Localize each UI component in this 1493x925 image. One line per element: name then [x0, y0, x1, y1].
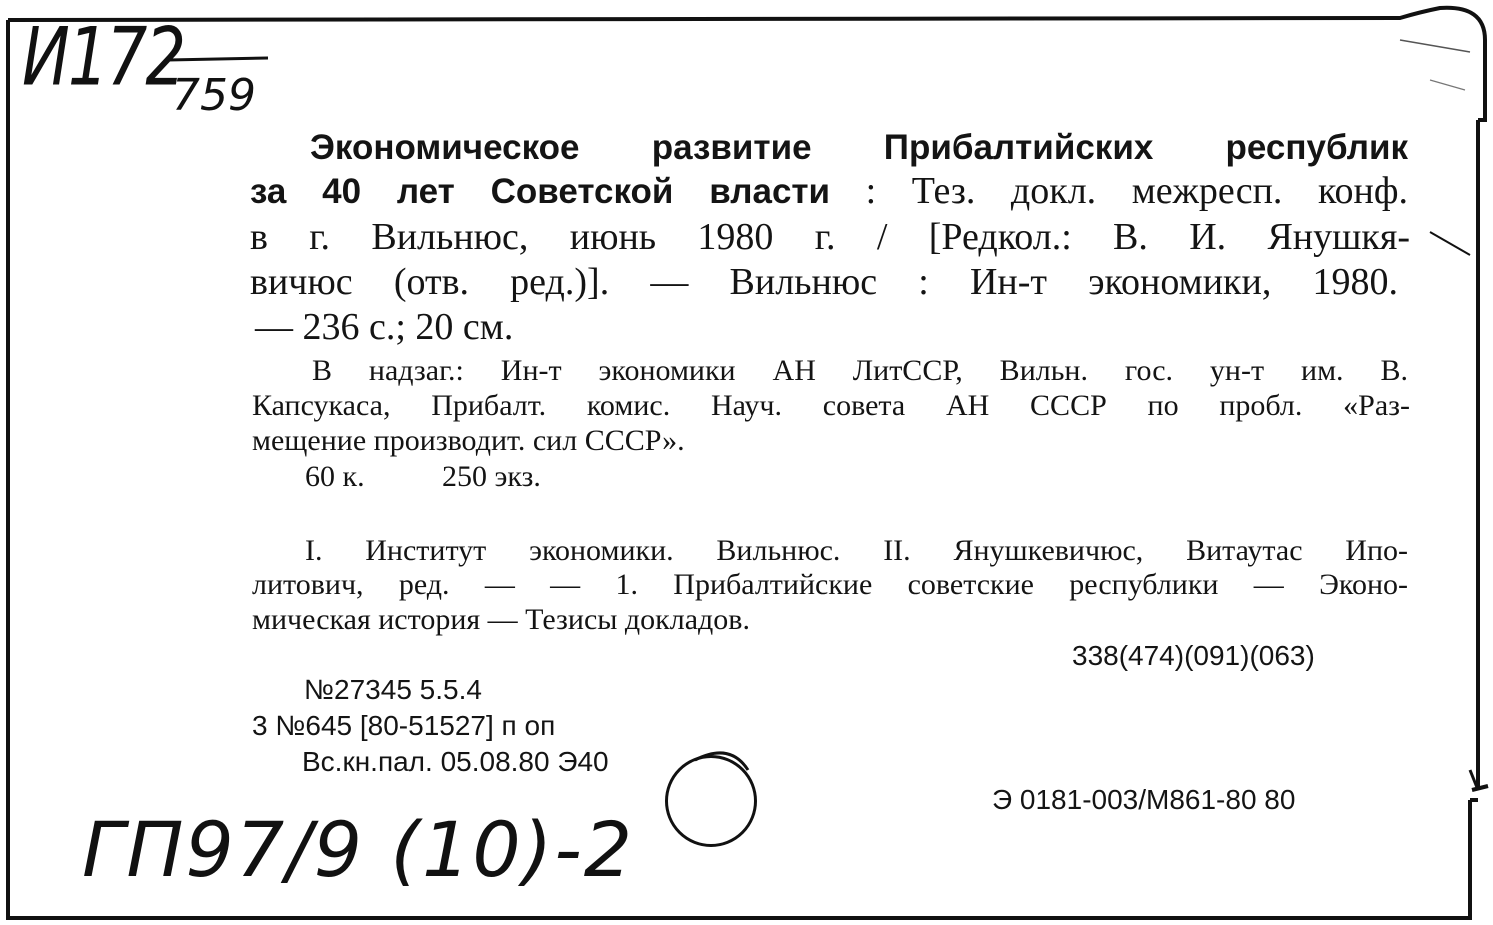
title-word-2: развитие: [651, 128, 812, 167]
title-line-2: [250, 172, 1408, 210]
catalog-code: Э 0181-003/М861-80 80: [992, 784, 1296, 815]
title-line-3: в г. Вильнюс, июнь 1980 г. / [Редкол.: В. И. Янушкя-: [250, 216, 1410, 258]
print-line: Вс.кн.пал. 05.08.80 Э40: [302, 746, 609, 777]
title-word-3: Прибалтийских: [883, 128, 1154, 167]
tracings-line-3: мическая история — Тезисы докладов.: [252, 603, 750, 636]
tracings-line-2: литович, ред. — — 1. Прибалтийские советские республики — Эконо-: [252, 568, 1408, 601]
title-word-1: Экономическое: [310, 128, 580, 167]
title-bold-part: за 40 лет Советской власти: [250, 172, 831, 211]
code-line: 3 №645 [80-51527] п оп: [252, 710, 556, 741]
handwritten-shelf-mark: ГП97/9 (10)-2: [82, 805, 635, 894]
order-number: №27345 5.5.4: [304, 674, 482, 705]
title-subtitle-part: : Тез. докл. межресп. конф.: [865, 170, 1408, 212]
copies: 250 экз.: [442, 460, 541, 493]
note-line-2: Капсукаса, Прибалт. комис. Науч. совета АН СССР по пробл. «Раз-: [252, 389, 1410, 422]
handwritten-sub-number: 759: [172, 70, 256, 121]
handwritten-call-number: И172: [22, 11, 185, 105]
note-line-3: мещение производит. сил СССР».: [252, 424, 685, 457]
tracings-line-1: I. Институт экономики. Вильнюс. II. Янушкевичюс, Витаутас Ипо-: [305, 534, 1408, 567]
title-line-4: вичюс (отв. ред.)]. — Вильнюс : Ин-т экономики, 1980.: [250, 261, 1398, 303]
title-line-5: — 236 с.; 20 см.: [255, 306, 514, 348]
price: 60 к.: [305, 460, 365, 493]
title-word-4: республик: [1225, 128, 1409, 167]
circle-stamp: [665, 755, 757, 847]
title-line-1: [310, 130, 1408, 165]
note-line-1: В надзаг.: Ин-т экономики АН ЛитССР, Вильн. гос. ун-т им. В.: [312, 354, 1408, 387]
udc-index: 338(474)(091)(063): [1072, 640, 1315, 671]
